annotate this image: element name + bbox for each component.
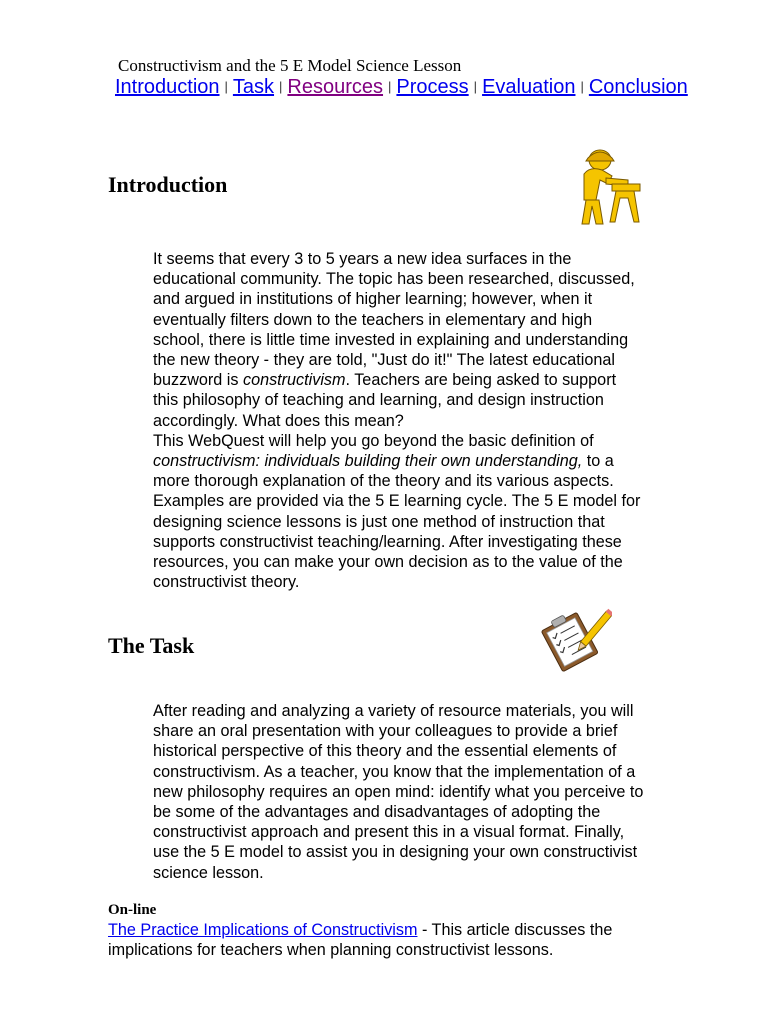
nav-separator: | bbox=[473, 79, 478, 94]
online-heading: On-line bbox=[108, 902, 157, 918]
constructivism-term: constructivism bbox=[242, 371, 346, 390]
text-fragment: . Teachers are being asked to support bbox=[345, 371, 617, 390]
introduction-paragraph bbox=[153, 249, 683, 592]
text-line: constructivist approach and present this in a visual format. Finally, bbox=[153, 823, 625, 842]
text-line: accordingly. What does this mean? bbox=[153, 411, 404, 430]
text-line: After reading and analyzing a variety of resource materials, you will bbox=[153, 702, 634, 720]
text-line bbox=[153, 451, 683, 471]
text-line: and argued in institutions of higher learning; however, when it bbox=[153, 290, 593, 309]
text-line: designing science lessons is just one method of instruction that bbox=[153, 512, 605, 531]
nav-separator: | bbox=[580, 79, 584, 94]
text-line: historical perspective of this theory and the essential elements of bbox=[153, 742, 617, 761]
text-line: Examples are provided via the 5 E learning cycle. The 5 E model for bbox=[153, 492, 641, 511]
nav-separator: | bbox=[388, 79, 392, 94]
text-line: implications for teachers when planning constructivist lessons. bbox=[108, 941, 554, 960]
text-line bbox=[153, 370, 683, 390]
text-line: use the 5 E model to assist you in designing your own constructivist bbox=[153, 843, 638, 862]
text-line: school, there is little time invested in explaining and understanding bbox=[153, 330, 629, 349]
nav-link-evaluation[interactable]: Evaluation bbox=[482, 76, 576, 98]
nav-link-task[interactable]: Task bbox=[232, 76, 275, 98]
section-nav bbox=[115, 76, 688, 99]
text-line: This WebQuest will help you go beyond the basic definition of bbox=[153, 431, 594, 450]
text-line: be some of the advantages and disadvantages of adopting the bbox=[153, 803, 601, 822]
text-line: more thorough explanation of the theory and its various aspects. bbox=[153, 472, 614, 491]
document-title: Constructivism and the 5 E Model Science Lesson bbox=[118, 56, 462, 75]
clipboard-pencil-icon bbox=[532, 604, 612, 674]
text-line: educational community. The topic has been researched, discussed, bbox=[153, 270, 635, 289]
task-heading: The Task bbox=[108, 633, 195, 658]
introduction-heading: Introduction bbox=[108, 172, 228, 197]
nav-link-resources[interactable]: Resources bbox=[287, 76, 384, 98]
task-paragraph bbox=[153, 701, 683, 883]
text-fragment: to a bbox=[582, 452, 614, 471]
text-line: constructivist theory. bbox=[153, 573, 300, 592]
nav-separator: | bbox=[224, 79, 228, 94]
text-line bbox=[108, 920, 612, 940]
text-line: new philosophy requires an open mind: identify what you perceive to bbox=[153, 782, 644, 801]
text-line: share an oral presentation with your colleagues to provide a brief bbox=[153, 722, 618, 741]
text-line: science lesson. bbox=[153, 863, 264, 882]
text-line: this philosophy of teaching and learning, and design instruction bbox=[153, 391, 604, 410]
text-line: supports constructivist teaching/learning. After investigating these bbox=[153, 532, 622, 551]
text-line: resources, you can make your own decision as to the value of the bbox=[153, 553, 623, 572]
nav-separator: | bbox=[279, 79, 283, 94]
nav-link-introduction[interactable]: Introduction bbox=[115, 76, 220, 98]
text-line: constructivism. As a teacher, you know that the implementation of a bbox=[153, 762, 636, 781]
construction-worker-icon bbox=[566, 146, 644, 230]
definition-italic: constructivism: individuals building their own understanding, bbox=[153, 452, 583, 471]
text-line: It seems that every 3 to 5 years a new idea surfaces in the bbox=[153, 250, 572, 268]
text-fragment: - This article discusses the bbox=[417, 921, 613, 939]
nav-link-process[interactable]: Process bbox=[396, 76, 469, 98]
practice-implications-link[interactable]: The Practice Implications of Constructivism bbox=[108, 921, 418, 939]
text-line: the new theory - they are told, "Just do it!" The latest educational bbox=[153, 351, 616, 370]
nav-link-conclusion[interactable]: Conclusion bbox=[588, 76, 688, 98]
text-fragment: buzzword is bbox=[153, 371, 243, 390]
text-line: eventually filters down to the teachers in elementary and high bbox=[153, 310, 593, 329]
online-resource-entry bbox=[108, 920, 612, 960]
